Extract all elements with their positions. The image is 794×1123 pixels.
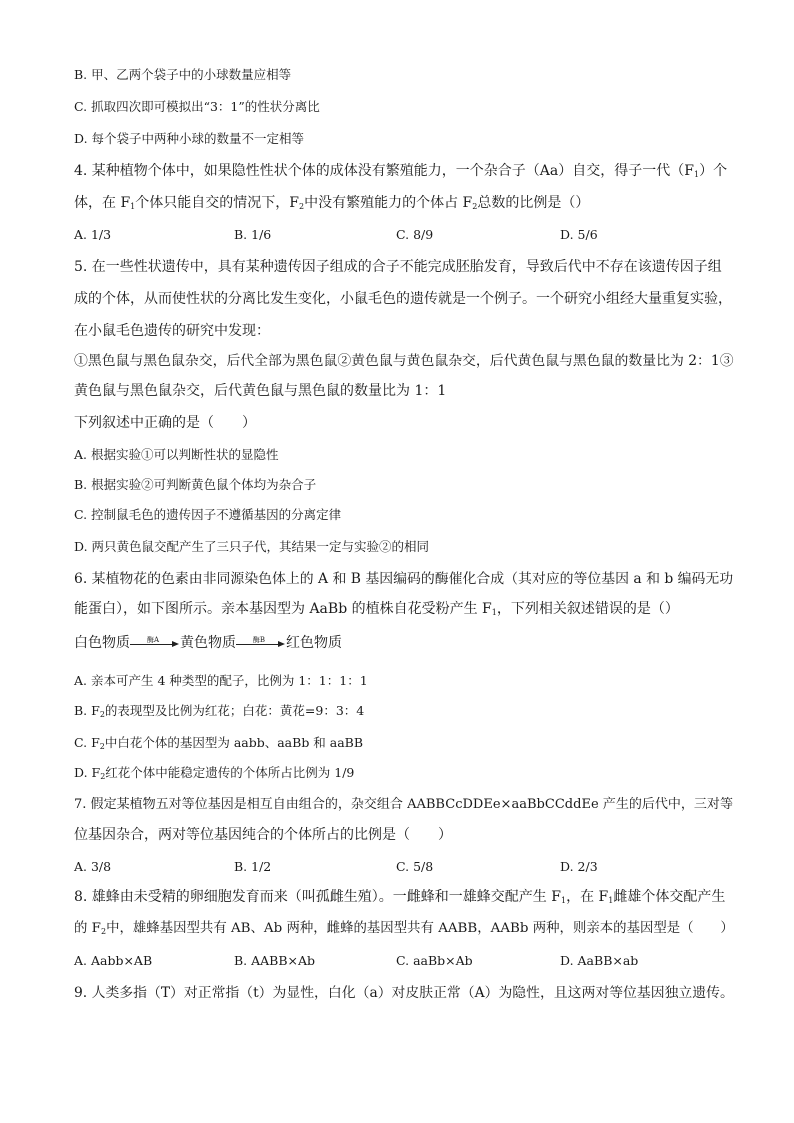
q5-stem-line1: 5. 在一些性状遗传中，具有某种遗传因子组成的合子不能完成胚胎发育，导致后代中不存在该遗传因子组: [74, 259, 722, 275]
q8-option-d: D. AaBB×ab: [560, 953, 639, 968]
pigment-pathway: [74, 633, 342, 653]
q4-option-c: C. 8/9: [396, 227, 434, 242]
pathway-middle: 黄色物质: [180, 635, 236, 651]
q4-stem-line1: 4. 某种植物个体中，如果隐性性状个体的成体没有繁殖能力，一个杂合子（Aa）自交，得子一代$(F_1)$个: [74, 163, 728, 179]
q4-option-a: A. 1/3: [74, 227, 112, 242]
q6-option-b: B. $F_2$的表现型及比例为红花；白花：黄花=9：3：4: [74, 703, 365, 719]
q6-option-d: D. $F_2$红花个体中能稳定遗传的个体所占比例为 1/9: [74, 765, 355, 781]
enzyme-a-arrow: [130, 633, 180, 653]
q6-stem-line1: 6. 某植物花的色素由非同源染色体上的 A 和 B 基因编码的酶催化合成（其对应的等位基因 a 和 b 编码无功: [74, 571, 734, 587]
q3-option-d: D. 每个袋子中两种小球的数量不一定相等: [74, 131, 305, 146]
q5-stem-line5: 黄色鼠与黑色鼠杂交，后代黄色鼠与黑色鼠的数量比为 1：1: [74, 383, 447, 399]
pathway-end: 红色物质: [286, 635, 342, 651]
q4-option-b: B. 1/6: [234, 227, 272, 242]
q7-option-a: A. 3/8: [74, 859, 112, 874]
enzyme-b-arrow: [236, 633, 286, 653]
q6-stem-line2: 能蛋白），如下图所示。亲本基因型为 AaBb 的植株自花受粉产生 $F_1$，下列相关叙述错误的是（）: [74, 601, 679, 617]
q7-option-b: B. 1/2: [234, 859, 272, 874]
q8-option-c: C. aaBb×Ab: [396, 953, 473, 968]
enzyme-a-label: 酶A: [146, 636, 160, 644]
q6-option-c: C. $F_2$中白花个体的基因型为 aabb、aaBb 和 aaBB: [74, 735, 364, 751]
q8-stem-line1: 8. 雄蜂由未受精的卵细胞发育而来（叫孤雌生殖）。一雌蜂和一雄蜂交配产生 $F_1$，在 $F_1$雌雄个体交配产生: [74, 889, 726, 905]
q5-option-a: A. 根据实验①可以判断性状的显隐性: [74, 447, 279, 462]
q9-stem-line1: 9. 人类多指（T）对正常指（t）为显性，白化（a）对皮肤正常（A）为隐性，且这两对等位基因独立遗传。: [74, 985, 734, 1001]
q5-stem-line4: ①黑色鼠与黑色鼠杂交，后代全部为黑色鼠②黄色鼠与黄色鼠杂交，后代黄色鼠与黑色鼠的数量比为 2：1③: [74, 353, 734, 369]
q7-stem-line2: 位基因杂合，两对等位基因纯合的个体所占的比例是（ ）: [74, 827, 452, 843]
q5-option-c: C. 控制鼠毛色的遗传因子不遵循基因的分离定律: [74, 507, 342, 522]
q8-option-b: B. AABB×Ab: [234, 953, 316, 968]
q8-option-a: A. Aabb×AB: [74, 953, 153, 968]
q3-option-b: B. 甲、乙两个袋子中的小球数量应相等: [74, 67, 292, 82]
q6-option-a: A. 亲本可产生 4 种类型的配子，比例为 1：1：1：1: [74, 673, 368, 688]
pathway-start: 白色物质: [74, 635, 130, 651]
q4-option-d: D. 5/6: [560, 227, 598, 242]
q8-stem-line2: 的 $F_2$中，雄蜂基因型共有 AB、Ab 两种，雌蜂的基因型共有 AABB，AABb 两种，则亲本的基因型是（ ）: [74, 921, 734, 936]
q4-stem-line2: 体，在 $F_1$个体只能自交的情况下，$F_2$中没有繁殖能力的个体占 $F_2$总数的比例是（）: [74, 195, 590, 211]
q7-stem-line1: 7. 假定某植物五对等位基因是相互自由组合的，杂交组合 AABBCcDDEe×aaBbCCddEe 产生的后代中，三对等: [74, 797, 733, 812]
q7-option-d: D. 2/3: [560, 859, 598, 874]
q7-option-c: C. 5/8: [396, 859, 434, 874]
q5-question: 下列叙述中正确的是（ ）: [74, 415, 256, 431]
q3-option-c: C. 抓取四次即可模拟出“3：1”的性状分离比: [74, 99, 320, 114]
enzyme-b-label: 酶B: [252, 636, 266, 644]
q5-stem-line2: 成的个体，从而使性状的分离比发生变化，小鼠毛色的遗传就是一个例子。一个研究小组经大量重复实验，: [74, 291, 732, 307]
q5-option-b: B. 根据实验②可判断黄色鼠个体均为杂合子: [74, 477, 317, 492]
q5-stem-line3: 在小鼠毛色遗传的研究中发现：: [74, 323, 270, 339]
q5-option-d: D. 两只黄色鼠交配产生了三只子代，其结果一定与实验②的相同: [74, 539, 430, 554]
